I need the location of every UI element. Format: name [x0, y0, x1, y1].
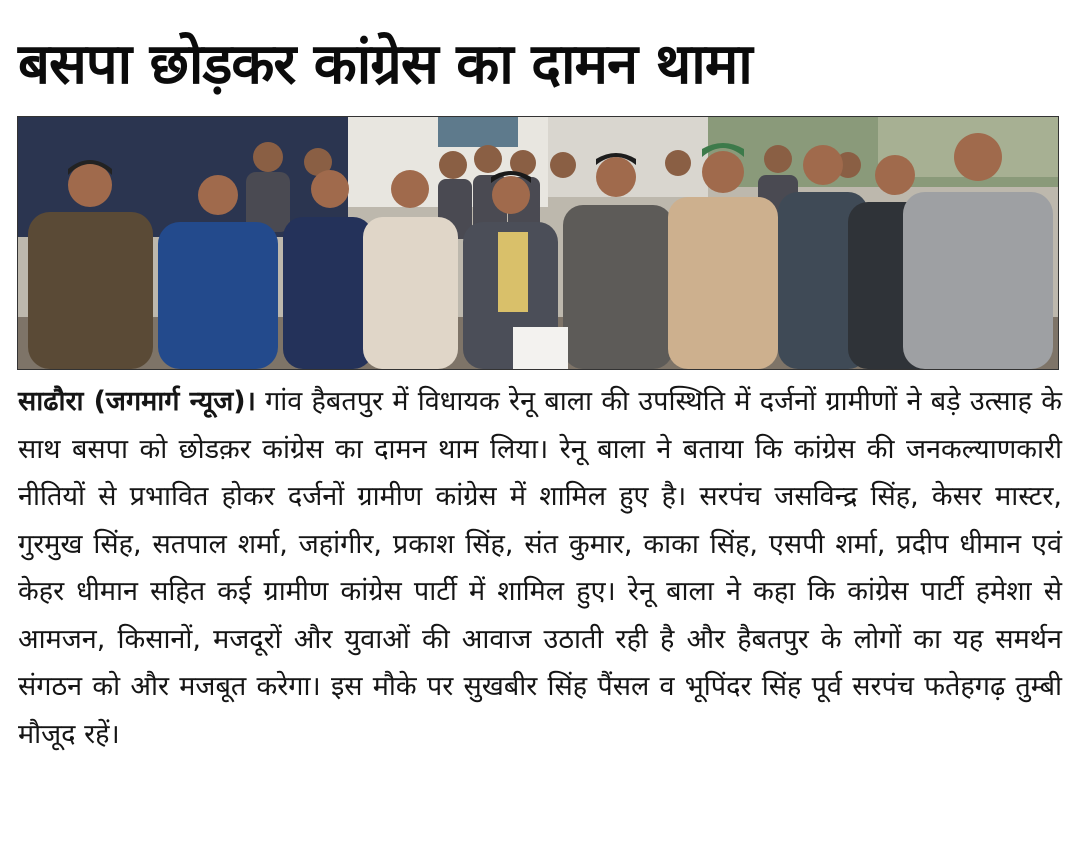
dateline: साढौरा (जगमार्ग न्यूज)।: [18, 386, 256, 417]
headline: बसपा छोड़कर कांग्रेस का दामन थामा: [18, 32, 752, 97]
article-body: [18, 378, 1062, 758]
article-text: गांव हैबतपुर में विधायक रेनू बाला की उपस्थिति में दर्जनों ग्रामीणों ने बड़े उत्साह के साथ बसपा को छोडक़र कांग्रेस का दामन थाम लिया। रेनू बाला ने बताया कि कांग्रेस की जनकल्याणकारी नीतियों से प्रभावित होकर दर्जनों ग्रामीण कांग्रेस में शामिल हुए है। सरपंच जसविन्द्र सिंह, केसर मास्टर, गुरमुख सिंह, सतपाल शर्मा, जहांगीर, प्रकाश सिंह, संत कुमार, काका सिंह, एसपी शर्मा, प्रदीप धीमान एवं केहर धीमान सहित कई ग्रामीण कांग्रेस पार्टी में शामिल हुए। रेनू बाला ने कहा कि कांग्रेस पार्टी हमेशा से आमजन, किसानों, मजदूरों और युवाओं की आवाज उठाती रही है और हैबतपुर के लोगों का यह समर्थन संगठन को और मजबूत करेगा। इस मौके पर सुखबीर सिंह पैंसल व भूपिंदर सिंह पूर्व सरपंच फतेहगढ़ तुम्बी मौजूद रहें।: [18, 386, 1063, 750]
group-photo: [17, 116, 1059, 370]
